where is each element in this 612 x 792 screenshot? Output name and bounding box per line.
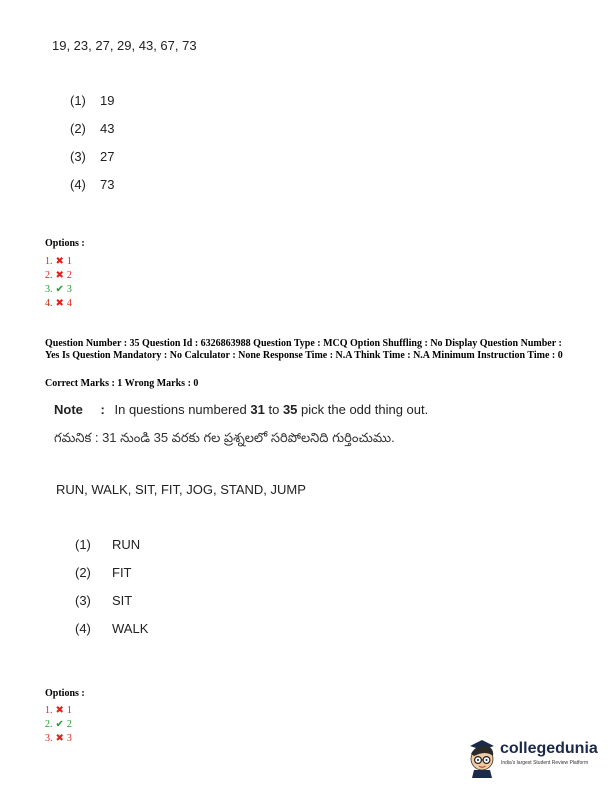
answer-value: 1: [66, 704, 72, 716]
answer-value: 3: [66, 283, 72, 295]
check-icon: ✔: [55, 718, 64, 730]
cross-icon: ✖: [55, 704, 64, 716]
answer-item: [45, 282, 72, 296]
q34-options-heading: Options :: [45, 238, 85, 249]
answer-number: 1.: [45, 255, 53, 267]
option-value: SIT: [112, 592, 133, 608]
q35-marks: Correct Marks : 1 Wrong Marks : 0: [45, 378, 199, 389]
option-value: 43: [100, 120, 115, 136]
logo-brand: collegedunia: [500, 740, 598, 757]
q35-option-1: [75, 536, 148, 552]
answer-item: [45, 268, 72, 282]
option-value: FIT: [112, 564, 132, 580]
q35-options-heading: Options :: [45, 688, 85, 699]
q34-option-2: [70, 120, 114, 136]
q35-option-3: [75, 592, 148, 608]
option-number: (4): [75, 620, 91, 636]
collegedunia-logo: [464, 732, 602, 780]
q35-option-2: [75, 564, 148, 580]
q34-options: [70, 92, 114, 192]
option-value: WALK: [112, 620, 149, 636]
q35-option-4: [75, 620, 148, 636]
q34-option-3: [70, 148, 114, 164]
note-post: pick the odd thing out.: [301, 402, 429, 417]
answer-item: [45, 703, 72, 717]
cross-icon: ✖: [55, 269, 64, 281]
option-value: 73: [100, 176, 115, 192]
note-pre: In questions numbered: [114, 402, 247, 417]
q35-answer-list: [45, 703, 72, 745]
option-value: RUN: [112, 536, 141, 552]
logo-tagline: India's largest Student Review Platform: [501, 760, 589, 766]
cross-icon: ✖: [55, 255, 64, 267]
q35-meta: Question Number : 35 Question Id : 6326863988 Question Type : MCQ Option Shuffling : No Display Question Number : Yes Is Question Mandatory : No Calculator : None Response Time : N.A Think Time : N.A Minimum Instruction Time : 0: [45, 338, 563, 361]
note-separator: :: [100, 402, 105, 417]
q35-note: [54, 402, 428, 417]
q35-words: RUN, WALK, SIT, FIT, JOG, STAND, JUMP: [56, 482, 306, 497]
q34-option-1: [70, 92, 114, 108]
answer-number: 1.: [45, 704, 53, 716]
option-number: (1): [75, 536, 91, 552]
option-value: 27: [100, 148, 115, 164]
note-to: 35: [282, 402, 298, 417]
answer-value: 4: [66, 297, 72, 309]
option-number: (2): [75, 564, 91, 580]
answer-item: [45, 296, 72, 310]
answer-item: [45, 254, 72, 268]
cross-icon: ✖: [55, 297, 64, 309]
option-number: (1): [70, 92, 86, 108]
q34-option-4: [70, 176, 114, 192]
note-to-word: to: [268, 402, 280, 417]
q34-answer-list: [45, 254, 72, 310]
answer-value: 2: [66, 269, 72, 281]
option-number: (3): [75, 592, 91, 608]
answer-value: 2: [66, 718, 72, 730]
note-from: 31: [250, 402, 265, 417]
answer-number: 2.: [45, 718, 53, 730]
q35-telugu-note: గమనిక : 31 నుండి 35 వరకు గల ప్రశ్నలలో సరిపోలనిది గుర్తించుము.: [54, 430, 395, 445]
q35-options: [75, 536, 148, 636]
answer-value: 1: [66, 255, 72, 267]
check-icon: ✔: [55, 283, 64, 295]
answer-number: 2.: [45, 269, 53, 281]
q34-sequence: 19, 23, 27, 29, 43, 67, 73: [52, 38, 197, 53]
option-number: (3): [70, 148, 86, 164]
answer-number: 4.: [45, 297, 53, 309]
answer-item: [45, 717, 72, 731]
note-label: Note: [54, 402, 83, 417]
answer-number: 3.: [45, 732, 53, 744]
option-number: (4): [70, 176, 86, 192]
answer-item: [45, 731, 72, 745]
cross-icon: ✖: [55, 732, 64, 744]
option-number: (2): [70, 120, 86, 136]
answer-value: 3: [66, 732, 72, 744]
answer-number: 3.: [45, 283, 53, 295]
option-value: 19: [100, 92, 115, 108]
